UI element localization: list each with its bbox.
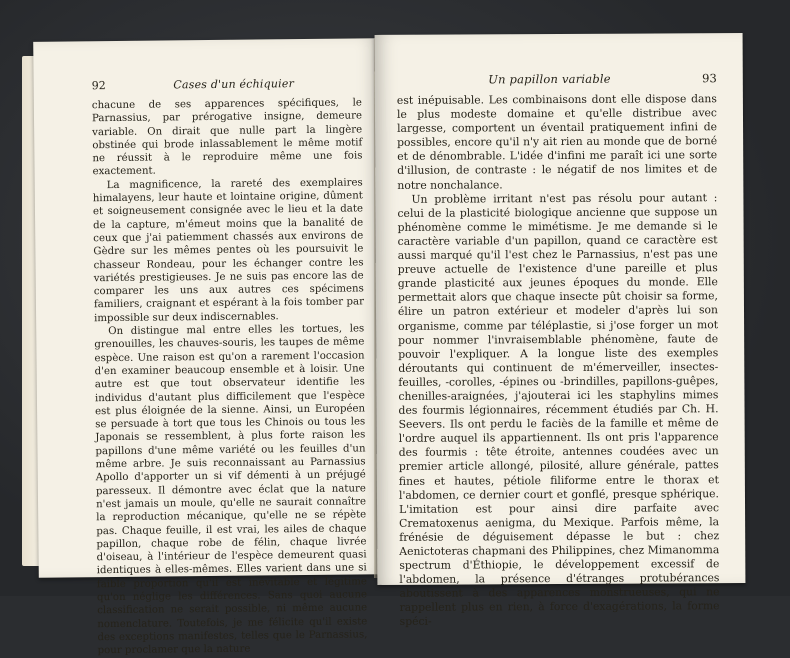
right-running-title: Un papillon variable — [488, 71, 611, 87]
left-page-body — [92, 96, 368, 657]
left-paragraph-2: La magnificence, la rareté des exemplaires himalayens, leur haute et lointaine origine, dûment et soigneusement consignée avec le lieu et la date de la capture, m'émeut moins que la banalité de ceux que j'ai patiemment chassés aux environs de Gèdre sur les mêmes pentes où les poursuivit le chasseur Rondeau, pour les échanger contre les variétés prestigieuses. Je ne suis pas encore las de comparer les uns aux autres ces spécimens familiers, craignant et espérant à la fois tomber par impossible sur deux indiscernables. — [92, 177, 365, 324]
right-page-body — [397, 92, 720, 629]
left-page — [33, 38, 385, 657]
left-page-header — [92, 76, 362, 92]
left-running-title: Cases d'un échiquier — [173, 77, 295, 92]
left-page-number: 92 — [91, 79, 106, 93]
right-page-header — [397, 71, 717, 87]
right-paragraph-1: est inépuisable. Les combinaisons dont elle dispose dans le plus modeste domaine et qu'elle distribue avec largesse, comportent un éventail pratiquement infini de possibles, encore qu'il n'y ait rien au monde que de borné et de dénombrable. L'idée d'infini me paraît ici une sorte d'illusion, de contraste : le négatif de nos limites et de notre nonchalance. — [396, 92, 718, 192]
right-page-number: 93 — [702, 71, 717, 86]
right-page — [375, 33, 746, 629]
right-paragraph-2: Un problème irritant n'est pas résolu pour autant : celui de la plasticité biologique ancienne que suppose un phénomène comme le mimétisme. Je me demande si le caractère variable d'un papillon, quand ce caractère est aussi marqué qu'il l'est chez le Parnassius, n'est pas une preuve actuelle de l'existence d'une pareille et plus grande plasticité aux jeunes époques du monde. Elle permettait alors que chaque insecte pût choisir sa forme, élire un patron extérieur et modeler d'après lui son organisme, comme par téléplastie, si j'ose forger un mot pour nommer l'invraisemblable phénomène, faute de pouvoir l'expliquer. A la longue liste des exemples déroutants qui continuent de m'émerveiller, insectes-feuilles, -corolles, -épines ou -brindilles, papillons-guêpes, chenilles-araignées, j'ajouterai ici les staphylins mimes des fourmis légionnaires, récemment étudiés par Ch. H. Seevers. Ils ont perdu le faciès de la famille et même de l'ordre auquel ils appartiennent. Ils ont pris l'apparence des fourmis : tête étroite, antennes coudées avec un premier article allongé, pilosité, allure générale, pattes fines et hautes, pétiole filiforme entre le thorax et l'abdomen, ce dernier court et gonflé, presque sphérique. L'imitation est pour ainsi dire parfaite avec Crematoxenus aenigma, du Mexique. Parfois même, la frénésie de déguisement dépasse le but : chez Aenictoteras chapmani des Philippines, chez Mimanomma spectrum d'Éthiopie, le développement excessif de l'abdomen, la présence d'étranges protubérances aboutissent à des apparences monstrueuses, qui ne rappellent plus en rien, à force d'exagérations, la forme spéci- — [397, 190, 720, 629]
open-book — [22, 30, 780, 657]
left-paragraph-1: chacune de ses apparences spécifiques, le Parnassius, par prérogative insigne, demeure variable. On dirait que nulle part la lingère obstinée qui brode inlassablement le même motif ne réussit à le reproduire même une fois exactement. — [91, 97, 363, 178]
left-paragraph-3: On distingue mal entre elles les tortues, les grenouilles, les chauves-souris, les taupes de même espèce. Une raison est qu'on a rarement l'occasion d'en examiner beaucoup ensemble et à loisir. Une autre est que tout observateur identifie les individus d'autant plus difficilement que l'espèce est plus éloignée de la sienne. Ainsi, un Européen se persuade à tort que tous les Chinois ou tous les Japonais se ressemblent, à plus forte raison les papillons d'une même variété ou les feuilles d'un même arbre. Je suis reconnaissant au Parnassius Apollo d'apporter un si vif démenti à un préjugé paresseux. Il démontre avec éclat que la nature n'est jamais un moule, qu'elle ne saurait connaître la reproduction mécanique, qu'elle ne se répète pas. Chaque feuille, il est vrai, les ailes de chaque papillon, chaque robe de félin, chaque livrée d'oiseau, à l'intérieur de l'espèce demeurent quasi identiques à elles-mêmes. Elles varient dans une si faible proportion qu'il est inévitable et légitime qu'on néglige les différences. Sans quoi aucune classification ne serait possible, ni même aucune nomenclature. Toutefois, je me félicite qu'il existe des exceptions manifestes, telles que le Parnassius, pour proclamer que la nature — [94, 323, 368, 657]
